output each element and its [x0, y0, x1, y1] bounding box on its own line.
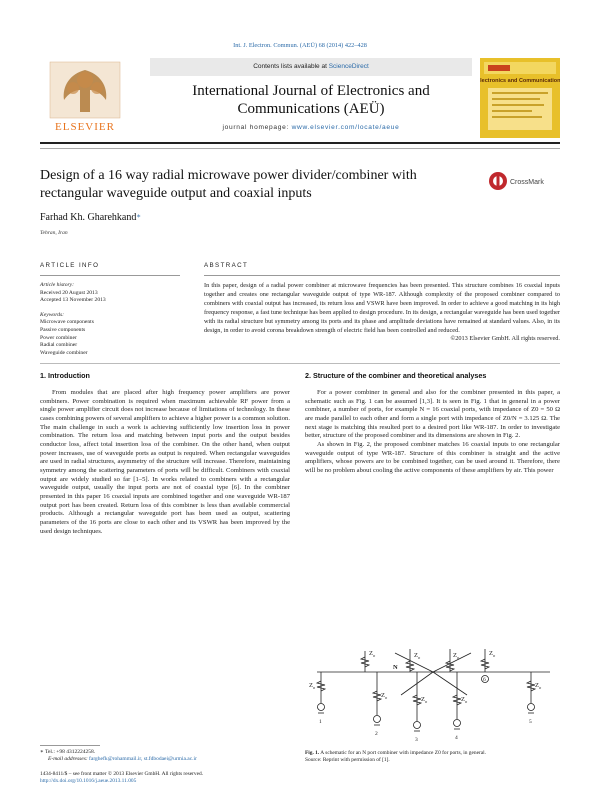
section-2-paragraph-2: As shown in Fig. 2, the proposed combiner matches 16 coaxial inputs to one rectangular waveguide output of type WR-187. Structure of this combiner is straight and the active amplifiers, whose powers are to be combined together, can be used around it. Therefore, there will be no problem about cooling the active components of these amplifiers by air. This power	[305, 440, 560, 474]
issn-line: 1434-8411/$ – see front matter © 2013 Elsevier GmbH. All rights reserved.	[40, 771, 204, 777]
footnotes	[40, 749, 290, 764]
port-number: 4	[455, 735, 458, 741]
journal-title-line2: Communications (AEÜ)	[237, 101, 385, 117]
header-rule	[40, 142, 560, 144]
journal-homepage	[150, 124, 472, 131]
z-subscript: o	[457, 655, 460, 660]
section-1-heading: 1. Introduction	[40, 371, 90, 380]
homepage-prefix: journal homepage:	[222, 124, 292, 131]
crossmark-label: CrossMark	[510, 179, 544, 186]
abstract-bottom-rule	[40, 363, 560, 364]
running-header: Int. J. Electron. Commun. (AEÜ) 68 (2014) 422–428	[233, 42, 367, 49]
contents-bar	[150, 58, 472, 76]
footnote-rule	[40, 745, 100, 746]
copyright: ©2013 Elsevier GmbH. All rights reserved.	[450, 335, 560, 343]
doi-link[interactable]: http://dx.doi.org/10.1016/j.aeue.2013.11.005	[40, 778, 137, 785]
caption-text: A schematic for an N port combiner with impedance Z0 for ports, in general.	[319, 750, 486, 756]
front-matter	[40, 771, 300, 786]
article-info-rule	[40, 275, 180, 276]
keyword: Passive components	[40, 326, 86, 333]
section-2-paragraph-1: For a power combiner in general and also for the combiner presented in this paper, a schematic such as Fig. 1 can be assumed [1,3]. It is seen in Fig. 1 that in general in a power combiner, a number of ports, for example N = 16 coaxial ports, with impedance of Z0 = 50 Ω are made parallel to each other and form a single port with impedance of Z0/N = 3.125 Ω. The next stage is matching this resulted port to a desired port like WR-187. In order to investigate better, structure of the proposed combiner and its dimensions are shown in Fig. 2.	[305, 389, 560, 440]
crossmark-badge[interactable]	[488, 170, 560, 192]
abstract	[204, 282, 560, 344]
n-label: N	[393, 664, 398, 671]
keyword: Waveguide combiner	[40, 349, 88, 356]
keyword: Radial combiner	[40, 342, 78, 349]
affiliation: Tehran, Iran	[40, 230, 68, 236]
section-1-body	[40, 389, 290, 536]
figure-1-caption	[305, 750, 560, 764]
port-number: 6	[483, 677, 486, 683]
author-footnote-mark[interactable]: ∗	[136, 212, 142, 220]
z-subscript: o	[425, 699, 428, 704]
accepted-date: Accepted 13 November 2013	[40, 297, 106, 304]
z-label: Z	[421, 696, 425, 703]
received-date: Received 20 August 2013	[40, 289, 98, 296]
z-subscript: o	[493, 653, 496, 658]
caption-source: Source: Reprint with permission of [1].	[305, 757, 390, 763]
publisher-wordmark: ELSEVIER	[55, 121, 115, 133]
z-label: Z	[461, 696, 465, 703]
port-number: 1	[319, 719, 322, 725]
z-label: Z	[489, 650, 493, 657]
header-rule-thin	[40, 148, 560, 149]
journal-title-line1: International Journal of Electronics and	[192, 83, 430, 99]
z-subscript: o	[539, 685, 542, 690]
z-subscript: o	[313, 685, 316, 690]
keyword: Microwave components	[40, 319, 94, 326]
contents-prefix: Contents lists available at	[253, 63, 329, 70]
keywords-label: Keywords:	[40, 311, 65, 318]
author	[40, 212, 141, 223]
caption-label: Fig. 1.	[305, 750, 320, 756]
cover-title: Electronics and Communications	[480, 78, 560, 84]
z-label: Z	[414, 652, 418, 659]
article-info	[40, 282, 180, 357]
section-1-paragraph: From modules that are placed after high frequency power amplifiers are power combiners. Power combination is required when maximum achievable RF power from a single power amplifier circuit does not increase because of limitations of technology. In these cases combining powers of several amplifiers to achieve a higher power is a common solution. The main challenge in such a work is achieving sufficiently low insertion loss in power combination. The return loss and matching between input ports and the output besides conductor loss, affect total insertion loss of the combiner. On the other hand, when output power increases, use of waveguide ports as output is required. When rectangular waveguides are used in radial structures, asymmetry of the structure will increase. Therefore, maintaining symmetry among the scattering parameters of ports will be difficult. Combiners with coaxial output are widely studied so far [1–5]. In works related to combiners with a rectangular waveguide output, usually the input ports are not of coaxial type [6]. In the combiner presented in this paper 16 coaxial inputs are combined together and one waveguide WR-187 output port has been created. Return loss of this combiner is less than available commercial products. Although a rectangular waveguide port has been used as output, scattering parameters of the 16 ports are close to each other and its VSWR has been improved by the used design techniques.	[40, 389, 290, 535]
paper-title	[40, 167, 460, 203]
z-label: Z	[309, 682, 313, 689]
section-2-heading: 2. Structure of the combiner and theoretical analyses	[305, 371, 487, 380]
section-2-body	[305, 389, 560, 476]
abstract-rule	[204, 275, 560, 276]
z-subscript: o	[418, 655, 421, 660]
z-subscript: o	[385, 695, 388, 700]
port-number: 3	[415, 737, 418, 743]
email-links[interactable]: farghefk@rohammail.ir, st.fdbodaei@urmia.ac.ir	[89, 756, 197, 763]
article-info-heading: ARTICLE INFO	[40, 262, 100, 269]
email-label: E-mail addresses:	[48, 756, 90, 763]
port-number: 2	[375, 731, 378, 737]
abstract-heading: ABSTRACT	[204, 262, 249, 269]
elsevier-logo	[40, 60, 135, 134]
z-label: Z	[535, 682, 539, 689]
z-label: Z	[369, 650, 373, 657]
z-label: Z	[381, 692, 385, 699]
journal-cover	[480, 58, 560, 138]
figure-1-schematic	[305, 643, 560, 745]
footnote-tel: ∗ Tel.: +98 4312224258.	[40, 749, 96, 755]
paper-title-line2: rectangular waveguide output and coaxial inputs	[40, 186, 312, 201]
z-label: Z	[453, 652, 457, 659]
z-subscript: o	[373, 653, 376, 658]
abstract-text: In this paper, design of a radial power combiner at microwave frequencies has been presented. This structure combines 16 coaxial inputs together and creates one rectangular waveguide output of type WR-187. Although complexity of the proposed combiner compared to combiners with coaxial output has increased, its return loss and VSWR have been improved. In order to achieve a good matching in its high frequency response, a fast tune technique has been applied to design procedure. In its design, a rectangular waveguide has been used together with its radial structure but symmetry among its ports and its phase and amplitude deviations have remained at standard values. Also, in its design, in order to avoid corona breakdown strength of electric field has been controlled and reduced.	[204, 282, 560, 334]
sciencedirect-link[interactable]: ScienceDirect	[328, 63, 369, 70]
author-name: Farhad Kh. Gharehkand	[40, 212, 137, 223]
z-subscript: o	[465, 699, 468, 704]
paper-title-line1: Design of a 16 way radial microwave power divider/combiner with	[40, 168, 417, 183]
port-number: 5	[529, 719, 532, 725]
homepage-url[interactable]: www.elsevier.com/locate/aeue	[291, 124, 400, 131]
keyword: Power combiner	[40, 334, 77, 341]
journal-title	[150, 82, 472, 118]
history-label: Article history:	[40, 282, 75, 288]
